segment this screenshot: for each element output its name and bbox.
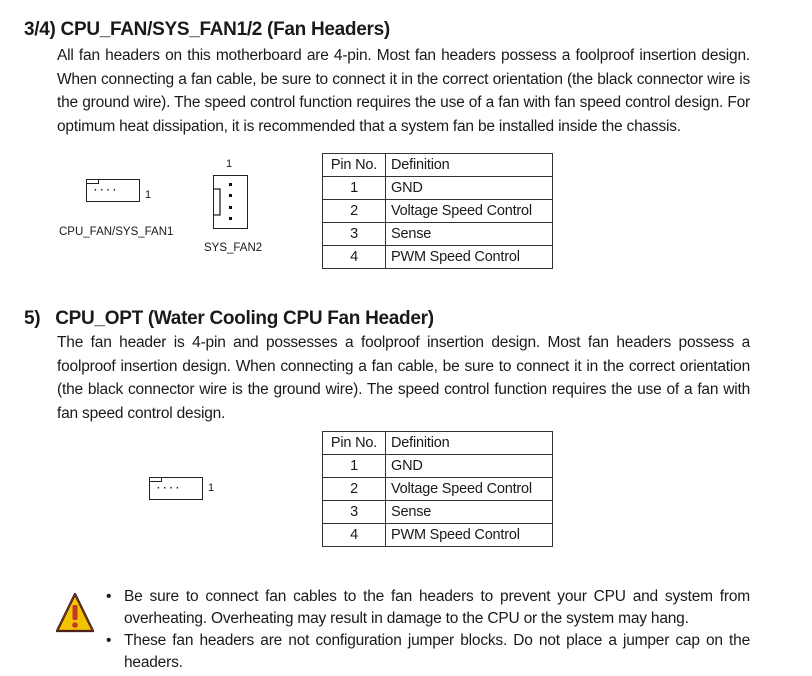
- table-row: [323, 200, 553, 223]
- table-row: [323, 177, 553, 200]
- cpu-fan-label: CPU_FAN/SYS_FAN1: [59, 226, 174, 238]
- table-cell-pin: 4: [323, 246, 386, 269]
- table-cell-pin: 2: [323, 200, 386, 223]
- sys-fan2-header-diagram: [213, 175, 248, 229]
- table-header-row: [323, 154, 553, 177]
- section-heading-fan-headers: 3/4) CPU_FAN/SYS_FAN1/2 (Fan Headers): [24, 19, 390, 40]
- table-row: [323, 478, 553, 501]
- table-cell-definition: GND: [386, 455, 553, 478]
- table-cell-pin: 1: [323, 455, 386, 478]
- table-header-definition: Definition: [386, 432, 553, 455]
- bullet-dot: •: [106, 588, 112, 605]
- sys-fan2-pins-graphic: [213, 175, 248, 229]
- sys-fan2-pin1-label: 1: [226, 158, 233, 170]
- table-cell-pin: 3: [323, 501, 386, 524]
- header-pins: ····: [94, 185, 120, 196]
- warning-bullet-text: Be sure to connect fan cables to the fan headers to prevent your CPU and system from overheating. Overheating may result in damage to the CPU or the system may hang.: [124, 588, 750, 627]
- list-item: [104, 586, 750, 630]
- table-row: [323, 455, 553, 478]
- table-cell-definition: PWM Speed Control: [386, 524, 553, 547]
- section-paragraph-cpu-opt: The fan header is 4-pin and possesses a foolproof insertion design. Most fan headers possess a foolproof insertion design. When connecting a fan cable, be sure to connect it in the correct orientation (the black connector wire is the ground wire). The speed control function requires the use of a fan with fan speed control design.: [57, 334, 750, 422]
- table-header-pin: Pin No.: [323, 432, 386, 455]
- fan-pin-table: [322, 153, 553, 269]
- header-pins: ····: [157, 483, 183, 494]
- warning-bullet-list: [104, 586, 750, 674]
- table-row: [323, 246, 553, 269]
- table-cell-pin: 3: [323, 223, 386, 246]
- list-item: [104, 630, 750, 674]
- table-header-pin: Pin No.: [323, 154, 386, 177]
- bullet-dot: •: [106, 632, 112, 649]
- table-row: [323, 223, 553, 246]
- warning-triangle-icon: [55, 592, 95, 639]
- table-row: [323, 501, 553, 524]
- table-cell-definition: Voltage Speed Control: [386, 200, 553, 223]
- table-cell-pin: 1: [323, 177, 386, 200]
- table-cell-definition: Sense: [386, 223, 553, 246]
- header-notch: [86, 179, 99, 184]
- cpu-opt-pin1-label: 1: [208, 482, 215, 494]
- table-cell-definition: PWM Speed Control: [386, 246, 553, 269]
- cpu-opt-pin-table: [322, 431, 553, 547]
- table-cell-pin: 2: [323, 478, 386, 501]
- table-cell-definition: Voltage Speed Control: [386, 478, 553, 501]
- cpu-opt-header-diagram: [149, 477, 203, 500]
- section-heading-cpu-opt: 5) CPU_OPT (Water Cooling CPU Fan Header): [24, 308, 434, 329]
- table-cell-pin: 4: [323, 524, 386, 547]
- header-notch: [149, 477, 162, 482]
- table-header-row: [323, 432, 553, 455]
- section-paragraph-fan-headers: All fan headers on this motherboard are 4-pin. Most fan headers possess a foolproof insertion design. When connecting a fan cable, be sure to connect it in the correct orientation (the black connector wire is the ground wire). The speed control function requires the use of a fan with fan speed control design. For optimum heat dissipation, it is recommended that a system fan be installed inside the chassis.: [57, 47, 750, 135]
- table-cell-definition: GND: [386, 177, 553, 200]
- table-header-definition: Definition: [386, 154, 553, 177]
- table-row: [323, 524, 553, 547]
- cpu-fan-pin1-label: 1: [145, 189, 152, 201]
- sys-fan2-label: SYS_FAN2: [204, 242, 263, 254]
- warning-bullet-text: These fan headers are not configuration jumper blocks. Do not place a jumper cap on the headers.: [124, 632, 750, 671]
- cpu-fan-header-diagram: [86, 179, 140, 202]
- table-cell-definition: Sense: [386, 501, 553, 524]
